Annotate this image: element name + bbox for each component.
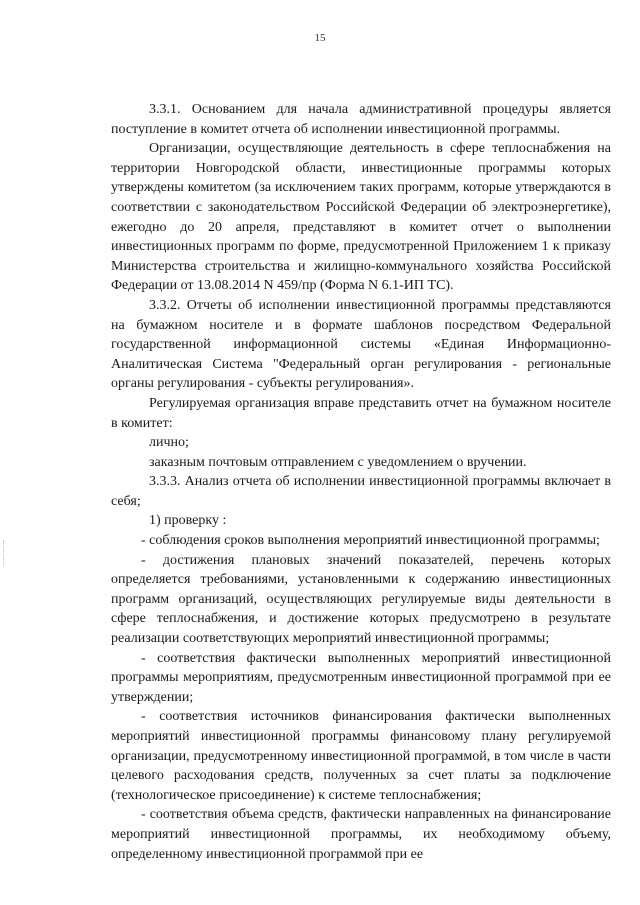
list-item-targets: - достижения плановых значений показателей, перечень которых определяется требованиями, установленными к содержанию инвестиционных программ организаций, осуществляющих регулируемые виды деятельности в сфере теплоснабжения, и достижение которых предусмотрено в результате реализации соответствующих мероприятий инвестиционной программы; [111, 552, 611, 647]
list-item-funding-volume: - соответствия объема средств, фактически направленных на финансирование мероприятий инвестиционной программы, их необходимому объему, определенному инвестиционной программой при ее [111, 807, 611, 862]
list-item-registered-mail: заказным почтовым отправлением с уведомлением о вручении. [149, 454, 527, 470]
list-item-measures-match: - соответствия фактически выполненных мероприятий инвестиционной программы мероприятиям, предусмотренным инвестиционной программой при ее утверждении; [111, 650, 611, 705]
document-body [111, 100, 611, 864]
page-number: 15 [314, 32, 326, 44]
paragraph-paper-report: Регулируемая организация вправе представить отчет на бумажном носителе в комитет: [111, 395, 611, 431]
list-item-deadlines: - соблюдения сроков выполнения мероприятий инвестиционной программы; [141, 533, 600, 549]
list-item-check: 1) проверку : [149, 513, 227, 529]
paragraph-3-3-2: 3.3.2. Отчеты об исполнении инвестиционной программы представляются на бумажном носителе и в формате шаблонов посредством Федеральной государственной информационной системы «Единая Информационно-Аналитическая Система "Федеральный орган регулирования - региональные органы регулирования - субъекты регулирования». [111, 297, 611, 392]
paragraph-organizations: Организации, осуществляющие деятельность в сфере теплоснабжения на территории Новгородской области, инвестиционные программы которых утверждены комитетом (за исключением таких программ, которые утверждаются в соответствии с законодательством Российской Федерации об электроэнергетике), ежегодно до 20 апреля, представляют в комитет отчет о выполнении инвестиционных программ по форме, предусмотренной Приложением 1 к приказу Министерства строительства и жилищно-коммунального хозяйства Российской Федерации от 13.08.2014 N 459/пр (Форма N 6.1-ИП ТС). [111, 141, 611, 294]
list-item-personally: лично; [149, 435, 189, 451]
paragraph-3-3-3: 3.3.3. Анализ отчета об исполнении инвестиционной программы включает в себя; [111, 474, 611, 509]
scan-edge-mark [3, 540, 5, 566]
paragraph-3-3-1: 3.3.1. Основанием для начала административной процедуры является поступление в комитет отчета об исполнении инвестиционной программы. [111, 102, 611, 137]
list-item-financing-sources: - соответствия источников финансирования фактически выполненных мероприятий инвестиционной программы финансовому плану регулируемой организации, предусмотренному инвестиционной программой, в том числе в части целевого расходования средств, полученных за счет платы за подключение (технологическое присоединение) к системе теплоснабжения; [111, 709, 611, 803]
